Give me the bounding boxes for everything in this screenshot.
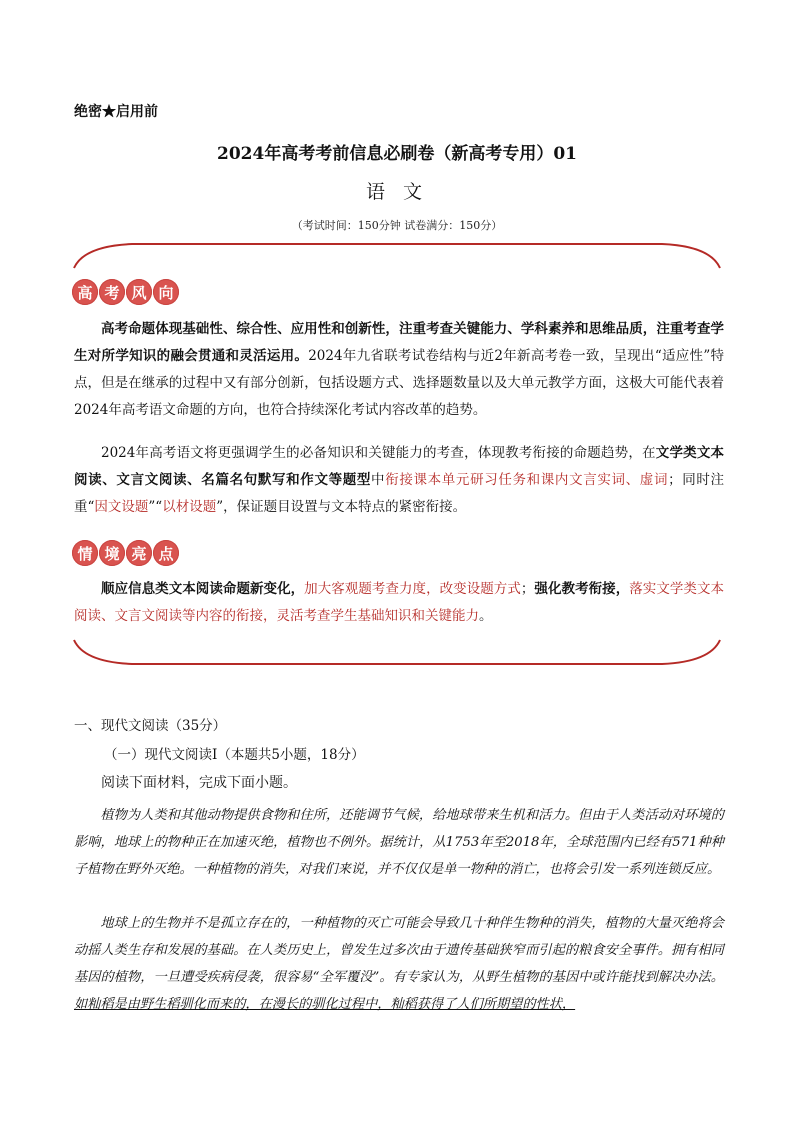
highlight-red: 加大客观题考查力度，改变设题方式 (304, 581, 521, 597)
highlight-text: ； (520, 581, 535, 597)
badge-char: 向 (153, 279, 179, 305)
confidential-label: 绝密★启用前 (74, 104, 158, 120)
badge-char: 高 (72, 279, 98, 305)
trend-p2-red: 以材设题 (162, 499, 217, 515)
trend-p2-text: 2024年高考语文将更强调学生的必备知识和关键能力的考查，体现教考衔接的命题趋势，在 (101, 445, 656, 461)
page-title: 2024年高考考前信息必刷卷（新高考专用）01 (217, 144, 577, 164)
exam-info: （考试时间：150分钟 试卷满分：150分） (291, 219, 503, 232)
highlight-red: 落实文学类文本阅读、文言文阅读等内容的衔接，灵活考查学生基础知识和关键能力 (74, 581, 725, 624)
trend-p2-bold: 文学类文本阅读、文言文阅读、名篇名句默写和作文等题型 (74, 445, 725, 488)
trend-paragraph-2 (74, 440, 724, 521)
trend-badge (72, 279, 179, 305)
instruction-text: 阅读下面材料，完成下面小题。 (101, 775, 297, 791)
trend-p2-text: 中 (371, 472, 386, 488)
badge-char: 亮 (126, 540, 152, 566)
highlight-bold: 强化教考衔接， (534, 581, 630, 597)
highlight-text: 。 (479, 608, 493, 624)
trend-paragraph-1 (74, 316, 724, 424)
essay-paragraph-1: 植物为人类和其他动物提供食物和住所，还能调节气候，给地球带来生机和活力。但由于人类活动对环境的影响，地球上的物种正在加速灭绝，植物也不例外。据统计，从1753年至2018年，全球范围内已经有571种种子植物在野外灭绝。一种植物的消失，对我们来说，并不仅仅是单一物种的消亡，也将会引发一系列连锁反应。 (74, 808, 724, 877)
essay-p2-text: 地球上的生物并不是孤立存在的，一种植物的灭亡可能会导致几十种伴生物种的消失，植物的大量灭绝将会动摇人类生存和发展的基础。在人类历史上，曾发生过多次由于遗传基础狭窄而引起的粮食安全事件。拥有相同基因的植物，一旦遭受疾病侵袭，很容易“全军覆没”。有专家认为，从野生植物的基因中或许能找到解决办法。 (74, 916, 724, 985)
highlight-paragraph (74, 576, 724, 630)
section-heading: 一、现代文阅读（35分） (74, 718, 227, 734)
trend-p1-rest: 2024年九省联考试卷结构与近2年新高考卷一致，呈现出“适应性”特点，但是在继承的过程中又有部分创新，包括设题方式、选择题数量以及大单元教学方面，这极大可能代表着2024年高考语文命题的方向，也符合持续深化考试内容改革的趋势。 (74, 348, 725, 418)
highlight-badge (72, 540, 179, 566)
badge-char: 点 (153, 540, 179, 566)
top-arc-divider (72, 240, 722, 270)
subject-title: 语 文 (365, 181, 429, 203)
badge-char: 境 (99, 540, 125, 566)
trend-p2-red: 因文设题 (94, 499, 149, 515)
bottom-arc-divider (72, 638, 722, 668)
essay-paragraph-2 (74, 910, 724, 1018)
essay-p2-underlined: 如籼稻是由野生稻驯化而来的，在漫长的驯化过程中，籼稻获得了人们所期望的性状， (74, 997, 576, 1012)
trend-p2-red: 衔接课本单元研习任务和课内文言实词、虚词 (385, 472, 669, 488)
trend-p2-text: ”，保证题目设置与文本特点的紧密衔接。 (216, 499, 467, 515)
trend-p1-bold: 高考命题体现基础性、综合性、应用性和创新性，注重考查关键能力、学科素养和思维品质，注重考查学生对所学知识的融会贯通和灵活运用。 (74, 321, 724, 364)
badge-char: 考 (99, 279, 125, 305)
subsection-heading: （一）现代文阅读Ⅰ（本题共5小题，18分） (104, 747, 365, 763)
badge-char: 情 (72, 540, 98, 566)
highlight-bold: 顺应信息类文本阅读命题新变化， (101, 581, 305, 597)
trend-p2-text: ；同时注重“ (74, 472, 725, 515)
badge-char: 风 (126, 279, 152, 305)
trend-p2-text: ”“ (148, 499, 163, 515)
